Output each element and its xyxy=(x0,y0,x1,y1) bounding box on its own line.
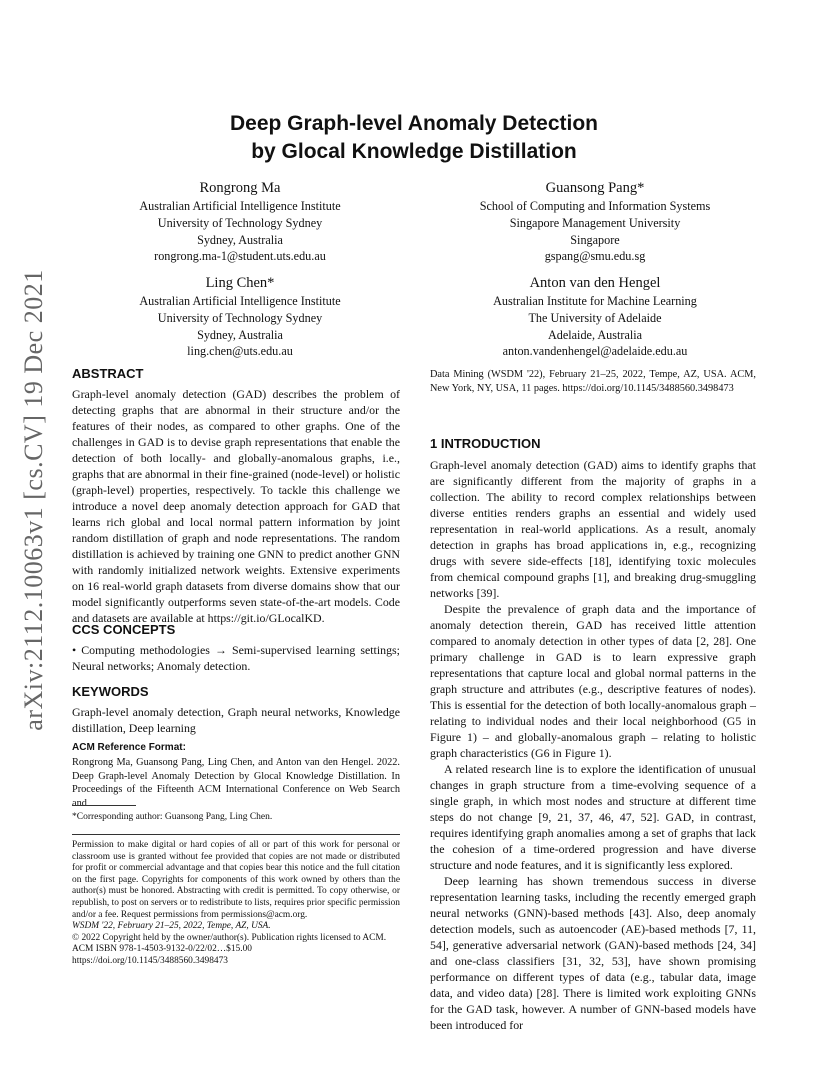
author-affiliation: School of Computing and Information Systems xyxy=(479,199,711,213)
arxiv-stamp: arXiv:2112.10063v1 [cs.CV] 19 Dec 2021 xyxy=(19,269,48,731)
author-block xyxy=(430,178,760,265)
section-heading: 1 INTRODUCTION xyxy=(430,436,541,451)
isbn: ACM ISBN 978-1-4503-9132-0/22/02…$15.00 xyxy=(72,944,252,955)
intro-paragraph: Graph-level anomaly detection (GAD) aims to identify graphs that are significantly different from the majority of graphs in a collection. The ability to record complex relationships between diverse entities renders graphs an essential and widely used representation in real-world applications. As a result, anomaly detection in graphs has broad applications in, e.g., recognizing drugs with severe side-effects [18], identifying toxic molecules from chemical compound graphs [1], and breaking drug-smuggling networks [39]. xyxy=(430,458,756,600)
footnote-area xyxy=(72,805,400,824)
author-affiliation: Australian Artificial Intelligence Institute xyxy=(139,294,341,308)
section-heading: KEYWORDS xyxy=(72,684,149,699)
author-affiliation: Australian Institute for Machine Learning xyxy=(493,294,697,308)
permission-text: Permission to make digital or hard copies of all or part of this work for personal or classroom use is granted without fee provided that copies are not made or distributed for profit or commercial advantage and that copies bear this notice and the full citation on the first page. Copyrights for components of this work owned by others than the author(s) must be honored. Abstracting with credit is permitted. To copy otherwise, or republish, to post on servers or to redistribute to lists, requires prior specific permission and/or a fee. Request permissions from permissions@acm.org. xyxy=(72,840,400,920)
author-affiliation: Singapore xyxy=(570,232,620,247)
introduction-section xyxy=(430,436,756,1033)
doi: https://doi.org/10.1145/3488560.3498473 xyxy=(72,955,228,966)
footnote: *Corresponding author: Guansong Pang, Ling Chen. xyxy=(72,812,273,822)
section-heading: CCS CONCEPTS xyxy=(72,622,176,637)
permission-block xyxy=(72,834,400,968)
author-email: ling.chen@uts.edu.au xyxy=(187,344,293,359)
author-affiliation: Australian Artificial Intelligence Institute xyxy=(139,199,341,213)
author-block xyxy=(430,273,760,360)
author-affiliation: University of Technology Sydney xyxy=(157,310,323,325)
author-email: anton.vandenhengel@adelaide.edu.au xyxy=(502,344,688,359)
acm-ref-continued: Data Mining (WSDM '22), February 21–25, 2022, Tempe, AZ, USA. ACM, New York, NY, USA, 11 pages. https://doi.org/10.1145/3488560.3498473 xyxy=(430,369,756,394)
abstract-section xyxy=(72,366,400,626)
intro-paragraph: A related research line is to explore the identification of unusual changes in graph structure from a time-evolving sequence of a single graph, in which most nodes and structure at different time steps do not change [9, 21, 37, 46, 47, 52]. GAD, in contrast, requires identifying graph anomalies among a set of graphs that lack the cohesion of a time-ordered progression and have diverse structure and node features, and it is significantly less explored. xyxy=(430,762,756,872)
ccs-text: • Computing methodologies → Semi-supervised learning settings; Neural networks; Anomaly detection. xyxy=(72,643,400,673)
author-name: Guansong Pang* xyxy=(545,180,645,196)
keywords-text: Graph-level anomaly detection, Graph neural networks, Knowledge distillation, Deep learning xyxy=(72,705,400,735)
author-name: Rongrong Ma xyxy=(199,180,281,196)
author-affiliation: Adelaide, Australia xyxy=(547,327,643,342)
author-email: gspang@smu.edu.sg xyxy=(544,249,646,264)
abstract-text: Graph-level anomaly detection (GAD) describes the problem of detecting graphs that are abnormal in their structure and/or the features of their nodes, as compared to other graphs. One of the challenges in GAD is to devise graph representations that enable the detection of both locally- and globally-anomalous graphs, i.e., graphs that are abnormal in their fine-grained (node-level) or holistic (graph-level) properties, respectively. To tackle this challenge we introduce a novel deep anomaly detection approach for GAD that learns rich global and local normal pattern information by joint random distillation of graph and node representations. The random distillation is achieved by training one GNN to predict another GNN with randomly initialized network weights. Extensive experiments on 16 real-world graph datasets from diverse domains show that our model significantly outperforms seven state-of-the-art models. Code and datasets are available at https://git.io/GLocalKD. xyxy=(72,387,400,625)
acm-ref-text: Rongrong Ma, Guansong Pang, Ling Chen, and Anton van den Hengel. 2022. Deep Graph-level Anomaly Detection by Glocal Knowledge Distillation. In Proceedings of the Fifteenth ACM International Conference on Web Search and xyxy=(72,757,400,809)
author-block xyxy=(90,273,390,360)
author-email: rongrong.ma-1@student.uts.edu.au xyxy=(154,249,326,264)
author-block xyxy=(90,178,390,265)
author-affiliation: Sydney, Australia xyxy=(197,327,283,342)
section-heading: ABSTRACT xyxy=(72,366,144,381)
ccs-section xyxy=(72,622,400,674)
author-affiliation: Sydney, Australia xyxy=(197,232,283,247)
acm-ref-heading: ACM Reference Format: xyxy=(72,742,186,753)
intro-paragraph: Despite the prevalence of graph data and the importance of anomaly detection therein, GAD has received little attention compared to anomaly detection in other types of data [2, 28]. One primary challenge in GAD is to learn expressive graph representations that capture local and global normal patterns in the graph structure and attributes (e.g., descriptive features of nodes). This is essential for the detection of both locally-anomalous graph – relating to individual nodes and their local neighborhood (G5 in Figure 1) – and globally-anomalous graph – relating to holistic graph characteristics (G6 in Figure 1). xyxy=(430,602,756,760)
copyright: © 2022 Copyright held by the owner/author(s). Publication rights licensed to ACM. xyxy=(72,932,387,943)
acm-reference xyxy=(72,742,400,810)
author-name: Anton van den Hengel xyxy=(529,275,661,291)
author-name: Ling Chen* xyxy=(205,275,275,291)
paper-title: Deep Graph-level Anomaly Detection by Glocal Knowledge Distillation xyxy=(230,112,598,163)
author-affiliation: The University of Adelaide xyxy=(528,310,662,325)
author-affiliation: University of Technology Sydney xyxy=(157,215,323,230)
venue: WSDM '22, February 21–25, 2022, Tempe, AZ, USA. xyxy=(72,921,271,932)
keywords-section xyxy=(72,684,400,736)
author-affiliation: Singapore Management University xyxy=(509,215,681,230)
divider xyxy=(72,834,400,835)
intro-paragraph: Deep learning has shown tremendous success in diverse representation learning tasks, including the recently emerged graph neural networks (GNN)-based methods [43]. Also, deep anomaly detection models, such as autoencoder (AE)-based methods [7, 11, 54], generative adversarial network (GAN)-based methods [24, 34] and one-class classifiers [31, 32, 53], have shown promising performance on different types of data (e.g., tabular data, image data, and video data) [28]. There is limited work exploiting GNNs for the GAD task, however. A number of GNN-based models have been introduced for xyxy=(430,874,756,1032)
divider xyxy=(72,805,136,806)
